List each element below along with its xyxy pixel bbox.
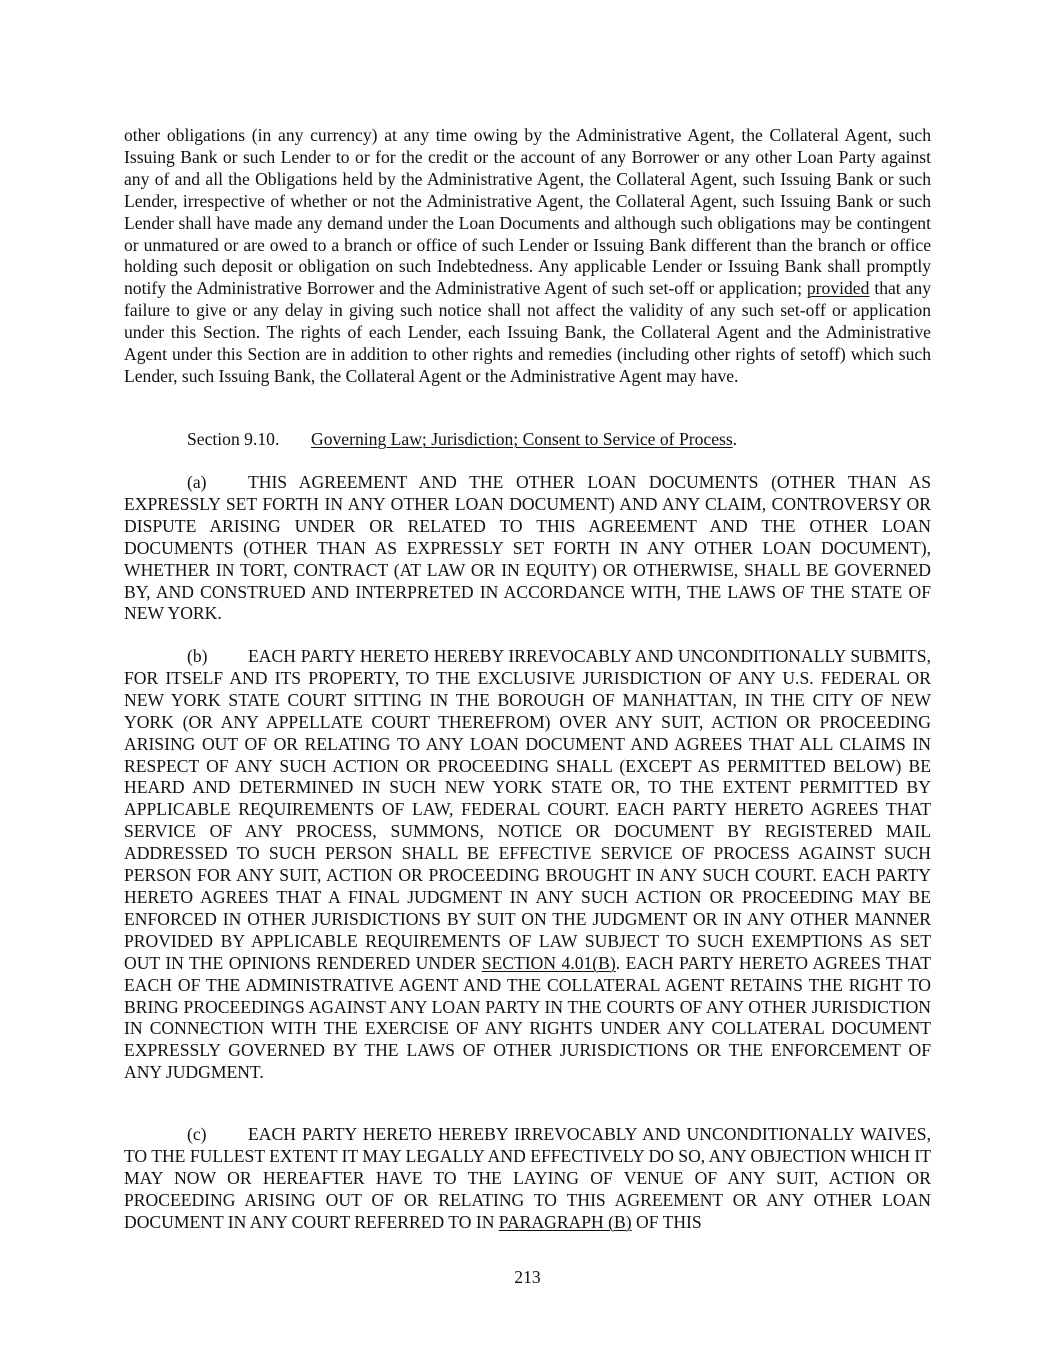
paragraph-text: that any failure to give or any delay in giving such notice shall not affect the validity of any such set-off or application under this Section. The rights of each Lender, each Issuing Bank, the Collateral Agent and the Administrative Agent under this Section are in addition to other rights and remedies (including other rights of setoff) which such Lender, such Issuing Bank, the Collateral Agent or the Administrative Agent may have. <box>124 278 931 386</box>
provided-term: provided <box>806 278 870 299</box>
paragraph-text: other obligations (in any currency) at any time owing by the Administrative Agent, the Collateral Agent, such Issuing Bank or such Lender to or for the credit or the account of any Borrower or any other Loan Party against any of and all the Obligations held by the Administrative Agent, the Collateral Agent, such Issuing Bank or such Lender, irrespective of whether or not the Administrative Agent, the Collateral Agent, such Issuing Bank or such Lender shall have made any demand under the Loan Documents and although such obligations may be contingent or unmatured or are owed to a branch or office of such Lender or Issuing Bank different than the branch or office holding such deposit or obligation on such Indebtedness. Any applicable Lender or Issuing Bank shall promptly notify the Administrative Borrower and the Administrative Agent of such set-off or application; <box>124 125 931 299</box>
page-number: 213 <box>514 1267 541 1287</box>
section-4-01-b-reference: SECTION 4.01(B) <box>481 952 616 973</box>
clause-marker: (b) <box>187 646 208 666</box>
clause-text: . EACH PARTY HERETO AGREES THAT EACH OF THE ADMINISTRATIVE AGENT AND THE COLLATERAL AGENT RETAINS THE RIGHT TO BRING PROCEEDINGS AGAINST ANY LOAN PARTY IN THE COURTS OF ANY OTHER JURISDICTION IN CONNECTION WITH THE EXERCISE OF ANY RIGHTS UNDER ANY COLLATERAL DOCUMENT EXPRESSLY GOVERNED BY THE LAWS OF OTHER JURISDICTIONS OR THE ENFORCEMENT OF ANY JUDGMENT. <box>124 952 931 1083</box>
clause-text: OF THIS <box>631 1211 702 1232</box>
paragraph-setoff-continuation <box>124 125 931 388</box>
clause-marker: (a) <box>187 472 207 492</box>
clause-b <box>124 646 931 1084</box>
clause-text: EACH PARTY HERETO HEREBY IRREVOCABLY AND UNCONDITIONALLY SUBMITS, FOR ITSELF AND ITS PROPERTY, TO THE EXCLUSIVE JURISDICTION OF ANY U.S. FEDERAL OR NEW YORK STATE COURT SITTING IN THE BOROUGH OF MANHATTAN, IN THE CITY OF NEW YORK (OR ANY APPELLATE COURT THEREFROM) OVER ANY SUIT, ACTION OR PROCEEDING ARISING OUT OF OR RELATING TO ANY LOAN DOCUMENT AND AGREES THAT ALL CLAIMS IN RESPECT OF ANY SUCH ACTION OR PROCEEDING SHALL (EXCEPT AS PERMITTED BELOW) BE HEARD AND DETERMINED IN SUCH NEW YORK STATE OR, TO THE EXTENT PERMITTED BY APPLICABLE REQUIREMENTS OF LAW, FEDERAL COURT. EACH PARTY HERETO AGREES THAT SERVICE OF ANY PROCESS, SUMMONS, NOTICE OR DOCUMENT BY REGISTERED MAIL ADDRESSED TO SUCH PERSON SHALL BE EFFECTIVE SERVICE OF PROCESS AGAINST SUCH PERSON FOR ANY SUIT, ACTION OR PROCEEDING BROUGHT IN ANY SUCH COURT. EACH PARTY HERETO AGREES THAT A FINAL JUDGMENT IN ANY SUCH ACTION OR PROCEEDING MAY BE ENFORCED IN OTHER JURISDICTIONS BY SUIT ON THE JUDGMENT OR IN ANY OTHER MANNER PROVIDED BY APPLICABLE REQUIREMENTS OF LAW SUBJECT TO SUCH EXEMPTIONS AS SET OUT IN THE OPINIONS RENDERED UNDER <box>124 646 931 973</box>
clause-text: EACH PARTY HERETO HEREBY IRREVOCABLY AND UNCONDITIONALLY WAIVES, TO THE FULLEST EXTENT IT MAY LEGALLY AND EFFECTIVELY DO SO, ANY OBJECTION WHICH IT MAY NOW OR HEREAFTER HAVE TO THE LAYING OF VENUE OF ANY SUIT, ACTION OR PROCEEDING ARISING OUT OF OR RELATING TO THIS AGREEMENT OR ANY OTHER LOAN DOCUMENT IN ANY COURT REFERRED TO IN <box>124 1124 931 1232</box>
section-title: Governing Law; Jurisdiction; Consent to Service of Process <box>311 429 733 449</box>
paragraph-b-reference: PARAGRAPH (B) <box>498 1211 632 1232</box>
clause-text: THIS AGREEMENT AND THE OTHER LOAN DOCUMENTS (OTHER THAN AS EXPRESSLY SET FORTH IN ANY OTHER LOAN DOCUMENT) AND ANY CLAIM, CONTROVERSY OR DISPUTE ARISING UNDER OR RELATED TO THIS AGREEMENT AND THE OTHER LOAN DOCUMENTS (OTHER THAN AS EXPRESSLY SET FORTH IN ANY OTHER LOAN DOCUMENT), WHETHER IN TORT, CONTRACT (AT LAW OR IN EQUITY) OR OTHERWISE, SHALL BE GOVERNED BY, AND CONSTRUED AND INTERPRETED IN ACCORDANCE WITH, THE LAWS OF THE STATE OF NEW YORK. <box>124 472 931 624</box>
clause-c <box>124 1124 931 1234</box>
section-number: Section 9.10. <box>187 429 280 449</box>
section-title-period: . <box>732 429 738 449</box>
clause-marker: (c) <box>187 1124 207 1144</box>
section-heading <box>187 429 737 451</box>
clause-a <box>124 472 931 625</box>
